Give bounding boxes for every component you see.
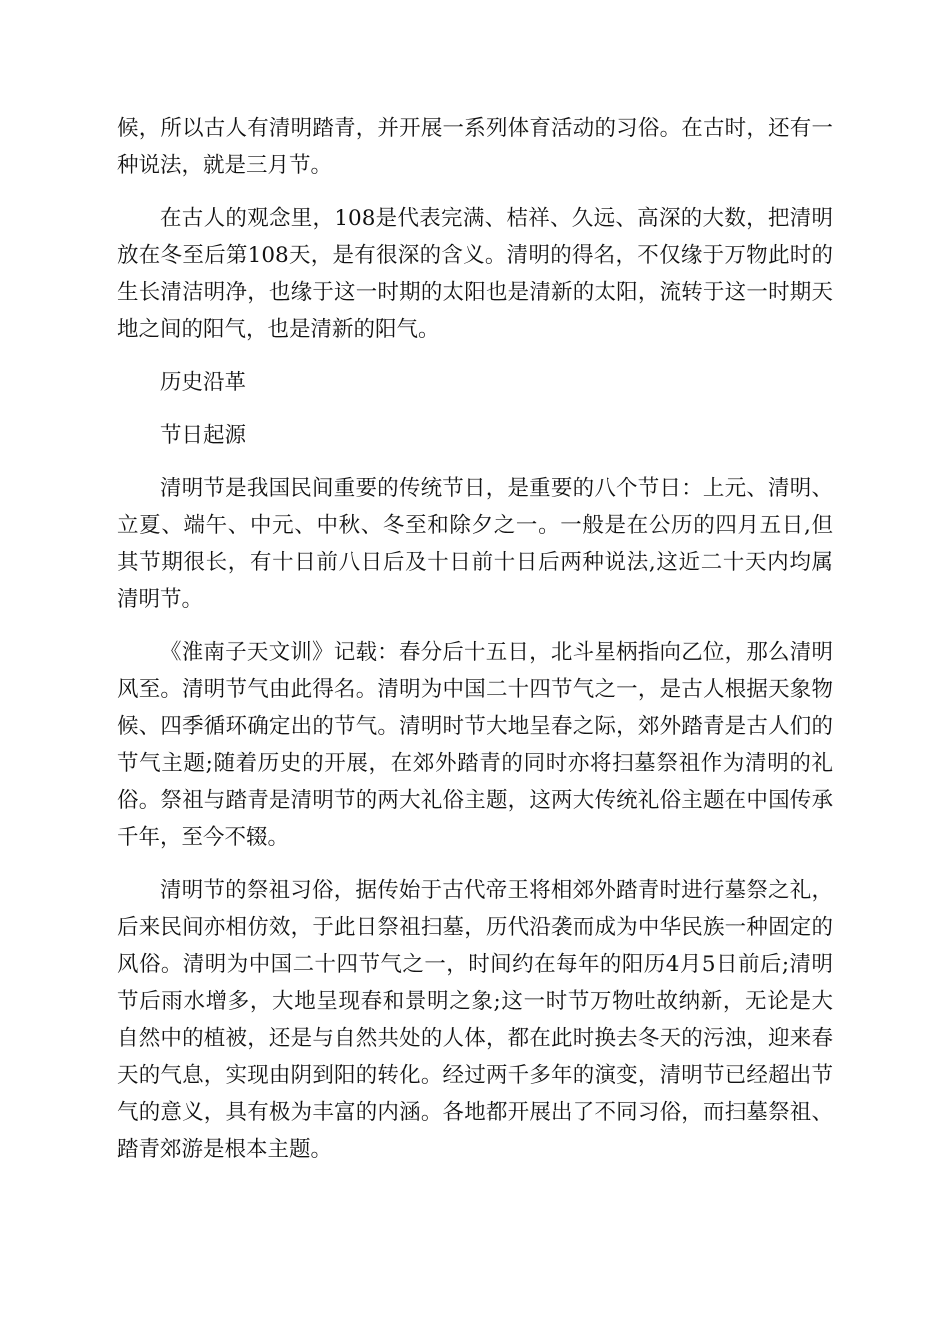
document-body	[117, 110, 833, 1184]
paragraph-continuation: 候，所以古人有清明踏青，并开展一系列体育活动的习俗。在古时，还有一种说法，就是三月节。	[117, 116, 833, 178]
section-heading-origin: 节日起源	[160, 423, 247, 448]
paragraph-huainanzi: 《淮南子天文训》记载：春分后十五日，北斗星柄指向乙位，那么清明风至。清明节气由此得名。清明为中国二十四节气之一，是古人根据天象物候、四季循环确定出的节气。清明时节大地呈春之际，郊外踏青是古人们的节气主题;随着历史的开展，在郊外踏青的同时亦将扫墓祭祖作为清明的礼俗。祭祖与踏青是清明节的两大礼俗主题，这两大传统礼俗主题在中国传承千年，至今不辍。	[117, 640, 833, 850]
paragraph-number-108: 在古人的观念里，108是代表完满、桔祥、久远、高深的大数，把清明放在冬至后第108天，是有很深的含义。清明的得名，不仅缘于万物此时的生长清洁明净，也缘于这一时期的太阳也是清新的太阳，流转于这一时期天地之间的阳气，也是清新的阳气。	[117, 206, 833, 342]
paragraph-ancestor-worship: 清明节的祭祖习俗，据传始于古代帝王将相郊外踏青时进行墓祭之礼，后来民间亦相仿效，于此日祭祖扫墓，历代沿袭而成为中华民族一种固定的风俗。清明为中国二十四节气之一，时间约在每年的阳历4月5日前后;清明节后雨水增多，大地呈现春和景明之象;这一时节万物吐故纳新，无论是大自然中的植被，还是与自然共处的人体，都在此时换去冬天的污浊，迎来春天的气息，实现由阴到阳的转化。经过两千多年的演变，清明节已经超出节气的意义，具有极为丰富的内涵。各地都开展出了不同习俗，而扫墓祭祖、踏青郊游是根本主题。	[117, 878, 833, 1162]
section-heading-history: 历史沿革	[160, 370, 247, 395]
paragraph-festival-intro: 清明节是我国民间重要的传统节日，是重要的八个节日：上元、清明、立夏、端午、中元、中秋、冬至和除夕之一。一般是在公历的四月五日,但其节期很长，有十日前八日后及十日前十日后两种说法,这近二十天内均属清明节。	[117, 476, 833, 612]
